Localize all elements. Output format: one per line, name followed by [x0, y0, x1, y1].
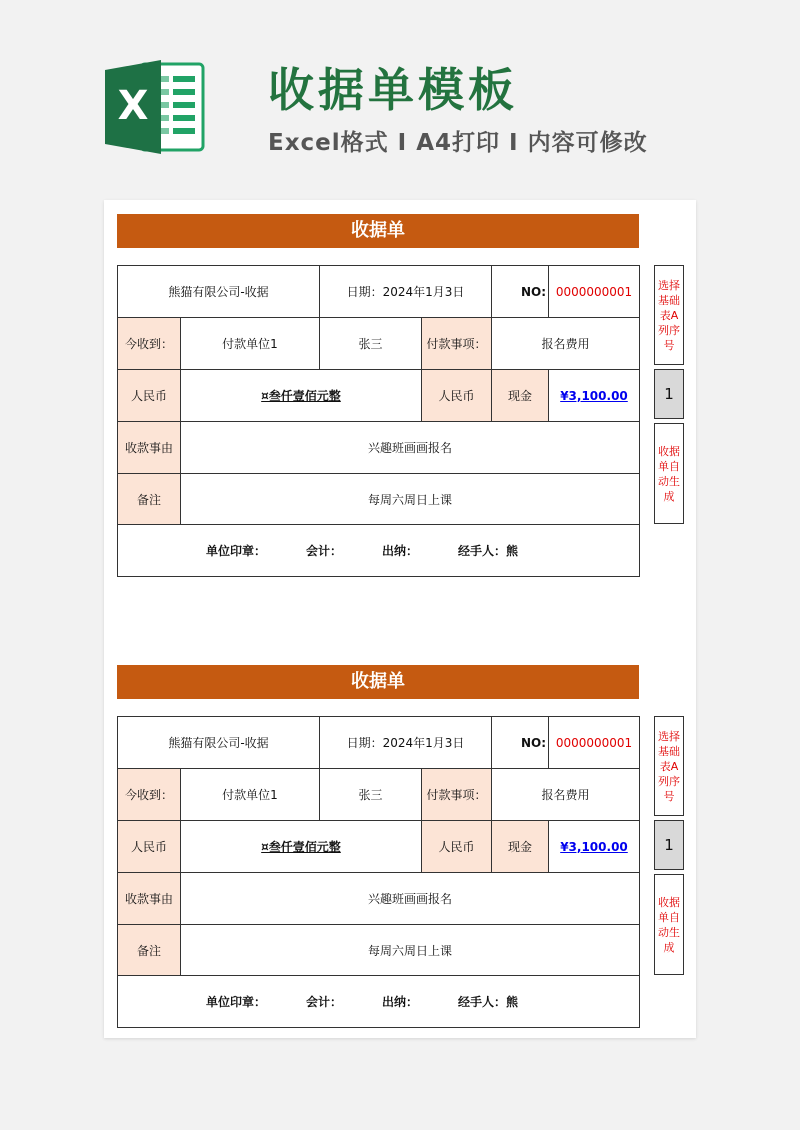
index-selector[interactable]: 1 — [654, 369, 684, 419]
receipt-date[interactable]: 日期：2024年1月3日 — [320, 717, 492, 769]
receipt-no-value[interactable]: 0000000001 — [549, 717, 640, 769]
sig-accountant: 会计： — [306, 544, 343, 558]
sig-accountant: 会计： — [306, 995, 343, 1009]
payment-item-label: 付款事项： — [422, 318, 492, 370]
sig-cashier: 出纳： — [382, 995, 419, 1009]
remark-value[interactable]: 每周六周日上课 — [181, 474, 640, 525]
receipt-no-label: NO: — [492, 717, 549, 769]
payer-person[interactable]: 张三 — [320, 769, 422, 821]
payment-method[interactable]: 现金 — [492, 821, 549, 873]
receipt-banner: 收据单 — [117, 665, 639, 699]
page-subtitle: Excel格式 I A4打印 I 内容可修改 — [268, 130, 648, 156]
excel-logo-letter: X — [117, 83, 149, 129]
rmb-label-2: 人民币 — [422, 370, 492, 422]
rmb-label: 人民币 — [118, 370, 181, 422]
receipt-no-value[interactable]: 0000000001 — [549, 266, 640, 318]
auto-generate-note: 收据单自动生成 — [654, 874, 684, 975]
reason-value[interactable]: 兴趣班画画报名 — [181, 873, 640, 925]
received-label: 今收到： — [118, 318, 181, 370]
payment-method[interactable]: 现金 — [492, 370, 549, 422]
select-index-note: 选择基础表A列序号 — [654, 265, 684, 365]
side-panel — [654, 716, 684, 975]
receipt-table — [117, 716, 640, 1028]
index-selector[interactable]: 1 — [654, 820, 684, 870]
receipt-no-label: NO: — [492, 266, 549, 318]
rmb-label-2: 人民币 — [422, 821, 492, 873]
amount-value[interactable]: ¥3,100.00 — [549, 821, 640, 873]
reason-label: 收款事由 — [118, 422, 181, 474]
sig-seal: 单位印章： — [206, 995, 267, 1009]
remark-label: 备注 — [118, 925, 181, 976]
payment-item-value[interactable]: 报名费用 — [492, 318, 640, 370]
reason-label: 收款事由 — [118, 873, 181, 925]
page-header — [0, 0, 800, 200]
remark-value[interactable]: 每周六周日上课 — [181, 925, 640, 976]
auto-generate-note: 收据单自动生成 — [654, 423, 684, 524]
payment-item-label: 付款事项： — [422, 769, 492, 821]
receipt-banner: 收据单 — [117, 214, 639, 248]
payer-person[interactable]: 张三 — [320, 318, 422, 370]
payer-unit[interactable]: 付款单位1 — [181, 318, 320, 370]
remark-label: 备注 — [118, 474, 181, 525]
receipt-table — [117, 265, 640, 577]
sig-seal: 单位印章： — [206, 544, 267, 558]
received-label: 今收到： — [118, 769, 181, 821]
payer-unit[interactable]: 付款单位1 — [181, 769, 320, 821]
side-panel — [654, 265, 684, 524]
company-name[interactable]: 熊猫有限公司-收据 — [118, 717, 320, 769]
select-index-note: 选择基础表A列序号 — [654, 716, 684, 816]
reason-value[interactable]: 兴趣班画画报名 — [181, 422, 640, 474]
rmb-label: 人民币 — [118, 821, 181, 873]
page-title: 收据单模板 — [268, 63, 518, 117]
excel-logo-icon — [103, 56, 205, 158]
receipt-date[interactable]: 日期：2024年1月3日 — [320, 266, 492, 318]
company-name[interactable]: 熊猫有限公司-收据 — [118, 266, 320, 318]
sig-handler: 经手人：熊 — [458, 544, 519, 558]
amount-value[interactable]: ¥3,100.00 — [549, 370, 640, 422]
payment-item-value[interactable]: 报名费用 — [492, 769, 640, 821]
amount-in-words[interactable]: ¤叁仟壹佰元整 — [181, 370, 422, 422]
amount-in-words[interactable]: ¤叁仟壹佰元整 — [181, 821, 422, 873]
sig-handler: 经手人：熊 — [458, 995, 519, 1009]
signature-row — [118, 525, 640, 577]
sig-cashier: 出纳： — [382, 544, 419, 558]
signature-row — [118, 976, 640, 1028]
